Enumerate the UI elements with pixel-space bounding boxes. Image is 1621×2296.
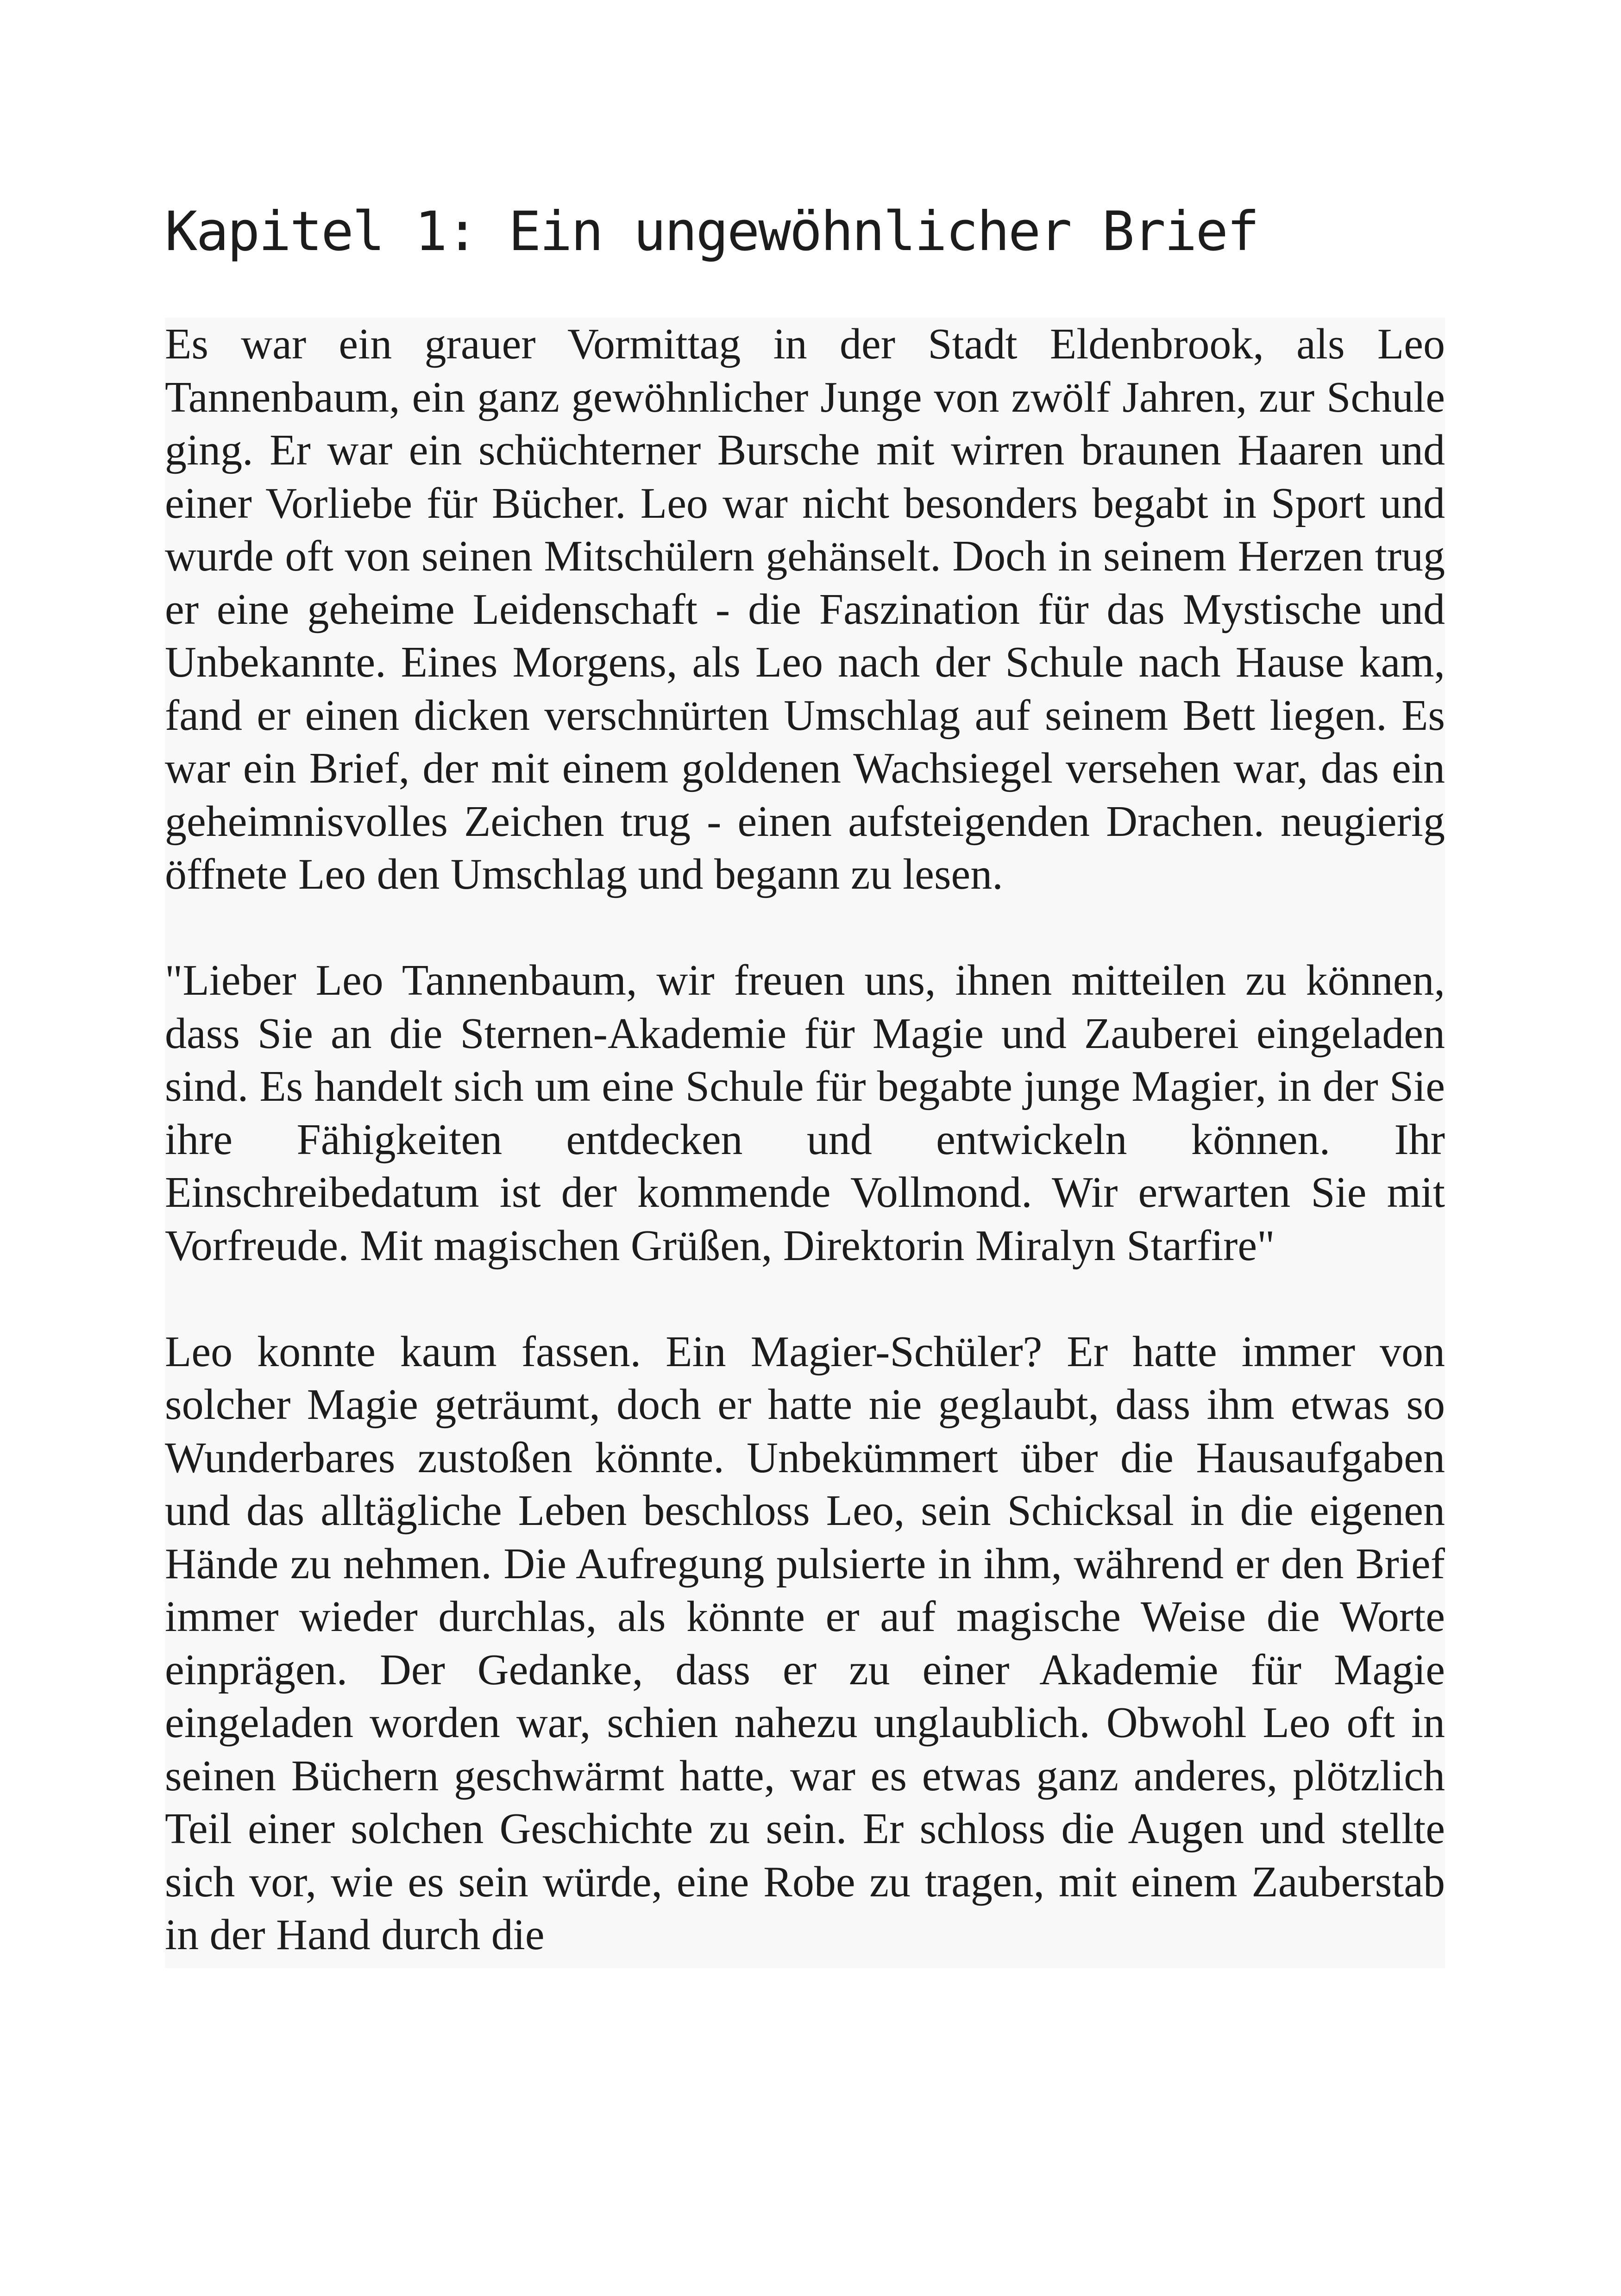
- paragraph-spacer: [165, 901, 1445, 954]
- paragraph-letter: "Lieber Leo Tannenbaum, wir freuen uns, ihnen mitteilen zu können, dass Sie an die Sternen-Akademie für Magie und Zauberei eingeladen sind. Es handelt sich um eine Schule für begabte junge Magier, in der Sie ihre Fähigkeiten entdecken und entwickeln können. Ihr Einschreibedatum ist der kommende Vollmond. Wir erwarten Sie mit Vorfreude. Mit magischen Grüßen, Direktorin Miralyn Starfire": [165, 956, 1445, 1270]
- chapter-body: [165, 318, 1445, 1968]
- paragraph-intro: Es war ein grauer Vormittag in der Stadt Eldenbrook, als Leo Tannenbaum, ein ganz gewöhnlicher Junge von zwölf Jahren, zur Schule ging. Er war ein schüchterner Bursche mit wirren braunen Haaren und einer Vorliebe für Bücher. Leo war nicht besonders begabt in Sport und wurde oft von seinen Mitschülern gehänselt. Doch in seinem Herzen trug er eine geheime Leidenschaft - die Faszination für das Mystische und Unbekannte. Eines Morgens, als Leo nach der Schule nach Hause kam, fand er einen dicken verschnürten Umschlag auf seinem Bett liegen. Es war ein Brief, der mit einem goldenen Wachsiegel versehen war, das ein geheimnisvolles Zeichen trug - einen aufsteigenden Drachen. neugierig öffnete Leo den Umschlag und begann zu lesen.: [165, 320, 1445, 898]
- paragraph-spacer: [165, 1272, 1445, 1325]
- paragraph-reaction: Leo konnte kaum fassen. Ein Magier-Schüler? Er hatte immer von solcher Magie geträumt, doch er hatte nie geglaubt, dass ihm etwas so Wunderbares zustoßen könnte. Unbekümmert über die Hausaufgaben und das alltägliche Leben beschloss Leo, sein Schicksal in die eigenen Hände zu nehmen. Die Aufregung pulsierte in ihm, während er den Brief immer wieder durchlas, als könnte er auf magische Weise die Worte einprägen. Der Gedanke, dass er zu einer Akademie für Magie eingeladen worden war, schien nahezu unglaublich. Obwohl Leo oft in seinen Büchern geschwärmt hatte, war es etwas ganz anderes, plötzlich Teil einer solchen Geschichte zu sein. Er schloss die Augen und stellte sich vor, wie es sein würde, eine Robe zu tragen, mit einem Zauberstab in der Hand durch die: [165, 1327, 1445, 1959]
- chapter-title: Kapitel 1: Ein ungewöhnlicher Brief: [165, 200, 1258, 263]
